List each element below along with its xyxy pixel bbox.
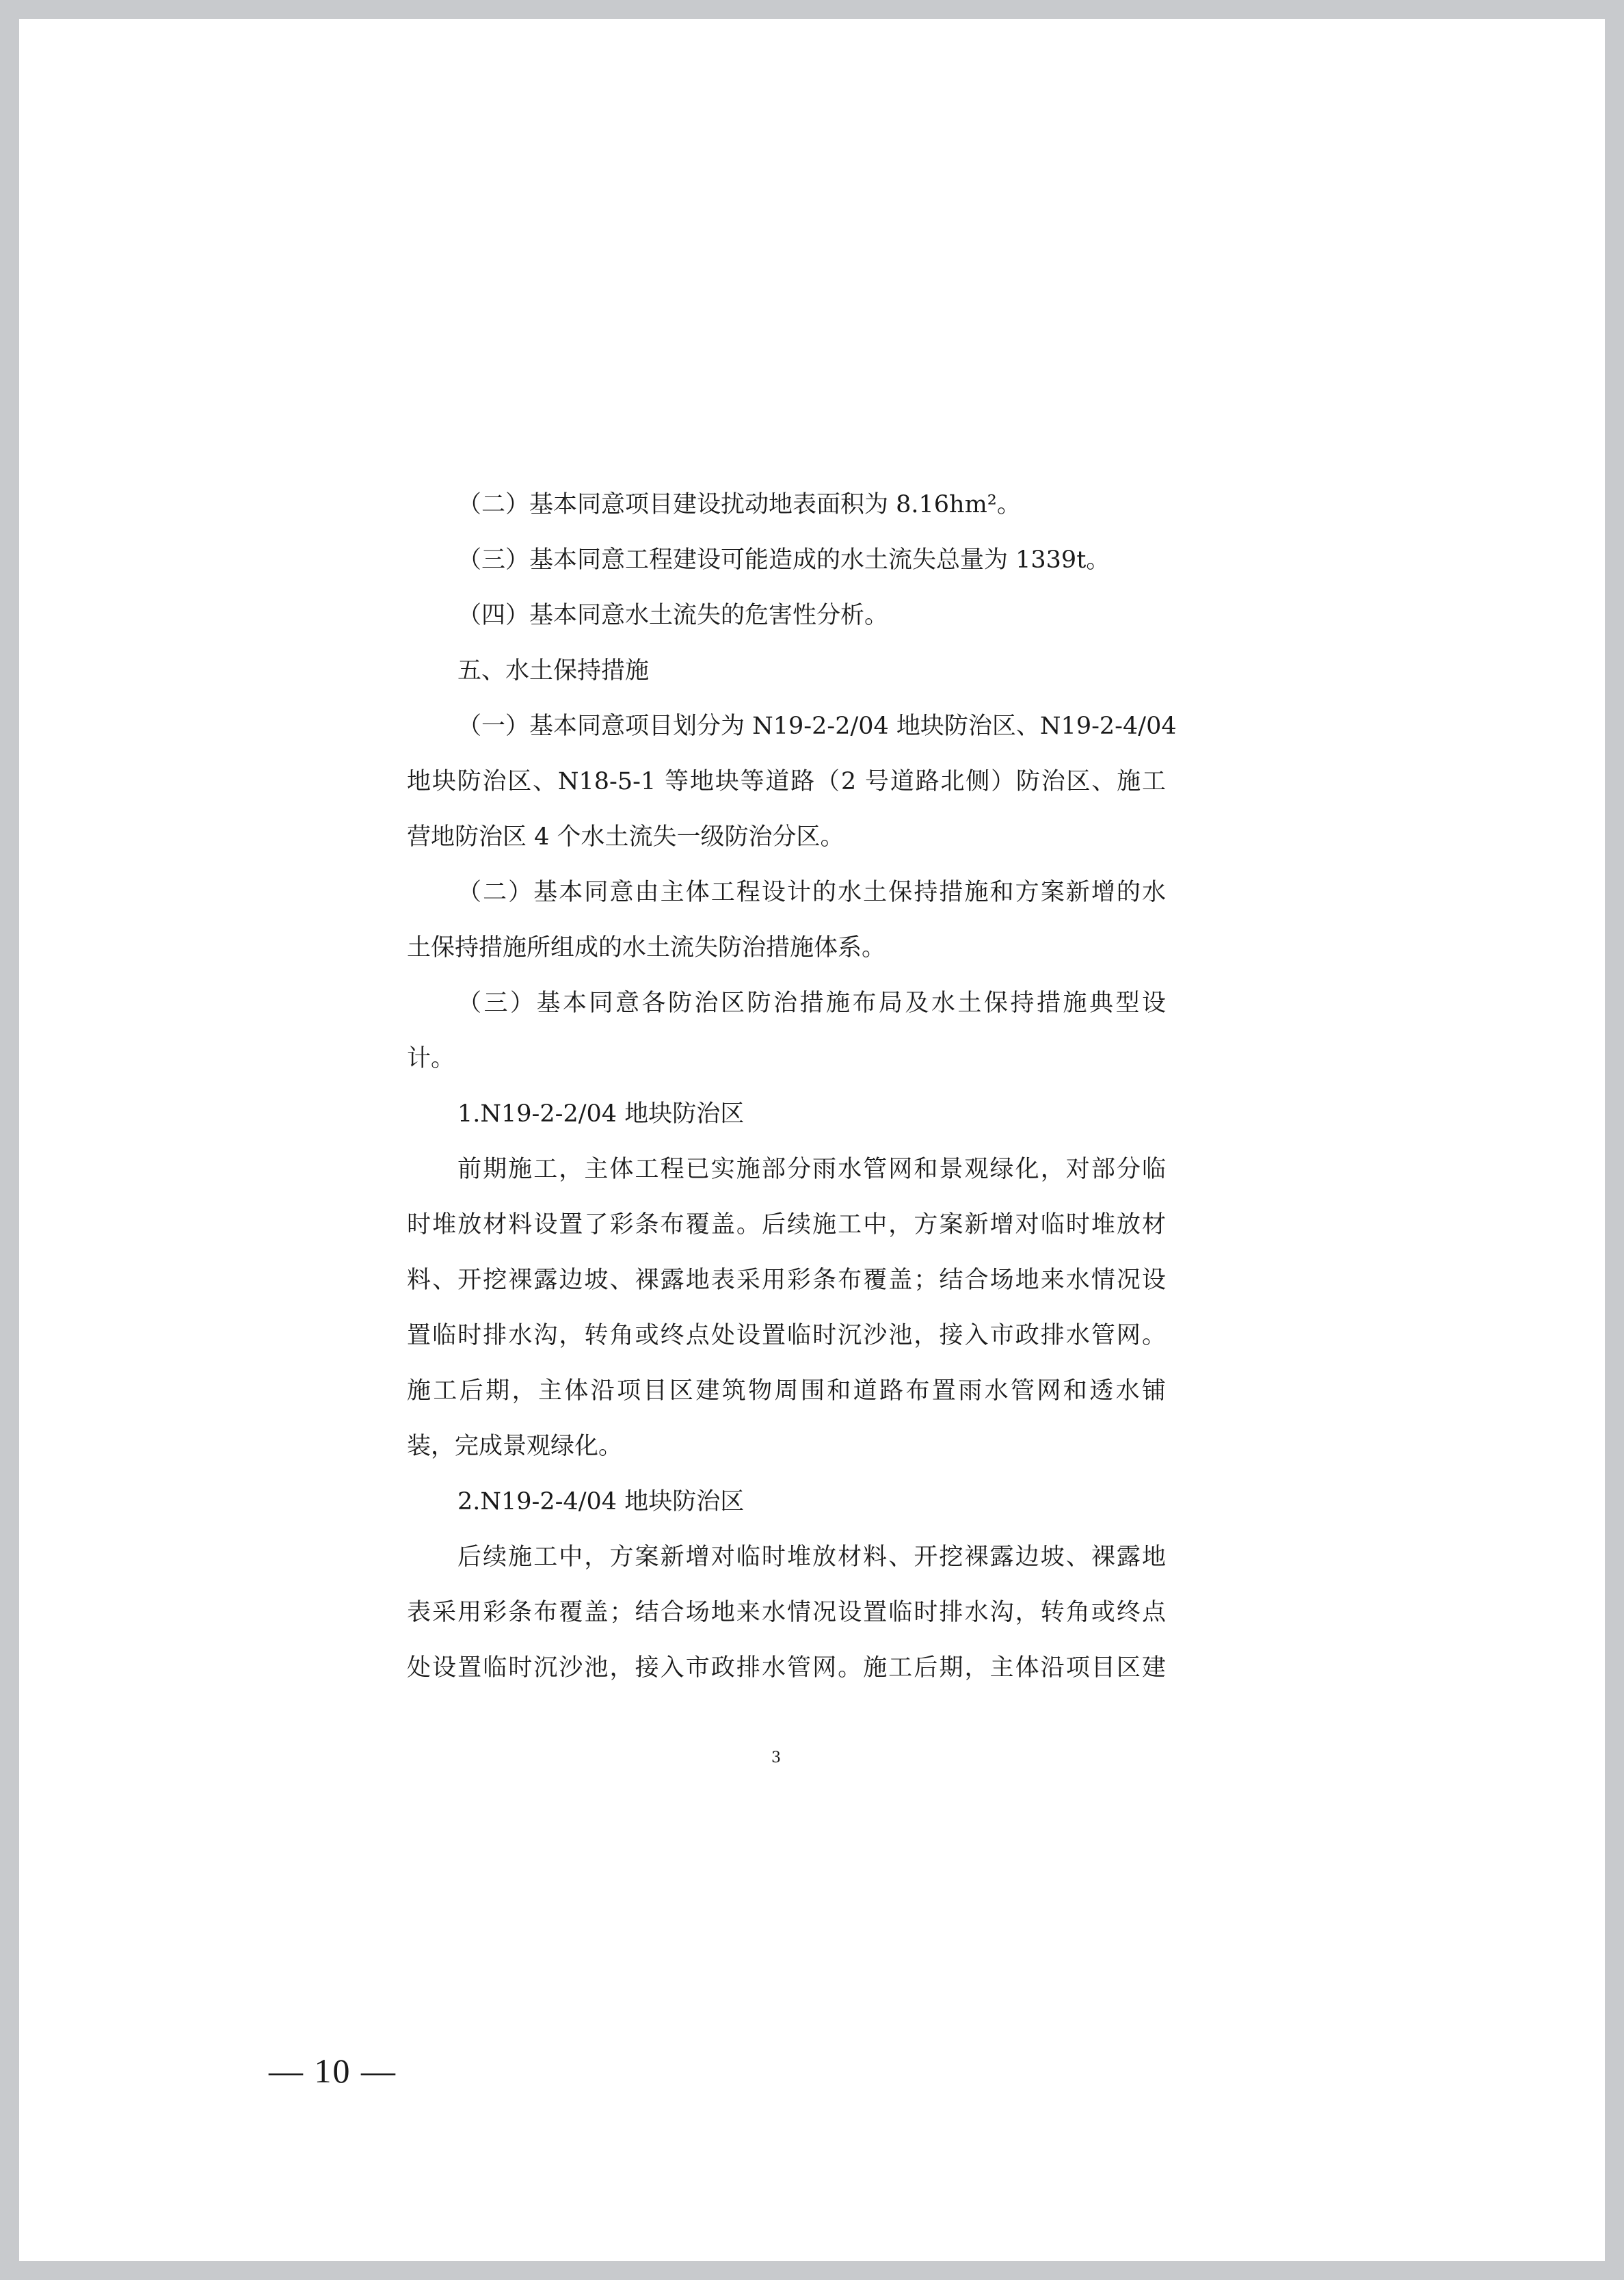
text-line: 处设置临时沉沙池，接入市政排水管网。施工后期，主体沿项目区建 xyxy=(407,1654,1166,1682)
section-heading: 五、水土保持措施 xyxy=(457,657,650,685)
page-footer-number: — 10 — xyxy=(269,2052,397,2090)
text-line: 置临时排水沟，转角或终点处设置临时沉沙池，接入市政排水管网。 xyxy=(407,1322,1166,1349)
subsection-heading: 1.N19-2-2/04 地块防治区 xyxy=(457,1100,745,1128)
text-line: 施工后期，主体沿项目区建筑物周围和道路布置雨水管网和透水铺 xyxy=(407,1377,1166,1405)
text-line: 时堆放材料设置了彩条布覆盖。后续施工中，方案新增对临时堆放材 xyxy=(407,1211,1166,1238)
text-line: （三）基本同意各防治区防治措施布局及水土保持措施典型设 xyxy=(457,990,1166,1017)
text-line: 土保持措施所组成的水土流失防治措施体系。 xyxy=(407,934,886,962)
subsection-heading: 2.N19-2-4/04 地块防治区 xyxy=(457,1488,745,1515)
text-line: 后续施工中，方案新增对临时堆放材料、开挖裸露边坡、裸露地 xyxy=(457,1543,1166,1571)
text-line: （二）基本同意项目建设扰动地表面积为 8.16hm²。 xyxy=(457,491,1021,518)
text-line: 营地防治区 4 个水土流失一级防治分区。 xyxy=(407,823,844,851)
text-line: 装，完成景观绿化。 xyxy=(407,1433,623,1460)
text-line: （二）基本同意由主体工程设计的水土保持措施和方案新增的水 xyxy=(457,879,1166,906)
text-line: （三）基本同意工程建设可能造成的水土流失总量为 1339t。 xyxy=(457,546,1110,574)
text-line: 地块防治区、N18-5-1 等地块等道路（2 号道路北侧）防治区、施工 xyxy=(407,768,1166,795)
text-line: 计。 xyxy=(407,1045,455,1072)
text-line: （四）基本同意水土流失的危害性分析。 xyxy=(457,602,889,629)
text-line: 前期施工，主体工程已实施部分雨水管网和景观绿化，对部分临 xyxy=(457,1156,1166,1183)
text-line: （一）基本同意项目划分为 N19-2-2/04 地块防治区、N19-2-4/04 xyxy=(457,713,1177,740)
text-line: 料、开挖裸露边坡、裸露地表采用彩条布覆盖；结合场地来水情况设 xyxy=(407,1267,1166,1294)
document-page xyxy=(19,19,1605,2261)
inner-page-number: 3 xyxy=(771,1749,781,1766)
text-line: 表采用彩条布覆盖；结合场地来水情况设置临时排水沟，转角或终点 xyxy=(407,1599,1166,1626)
